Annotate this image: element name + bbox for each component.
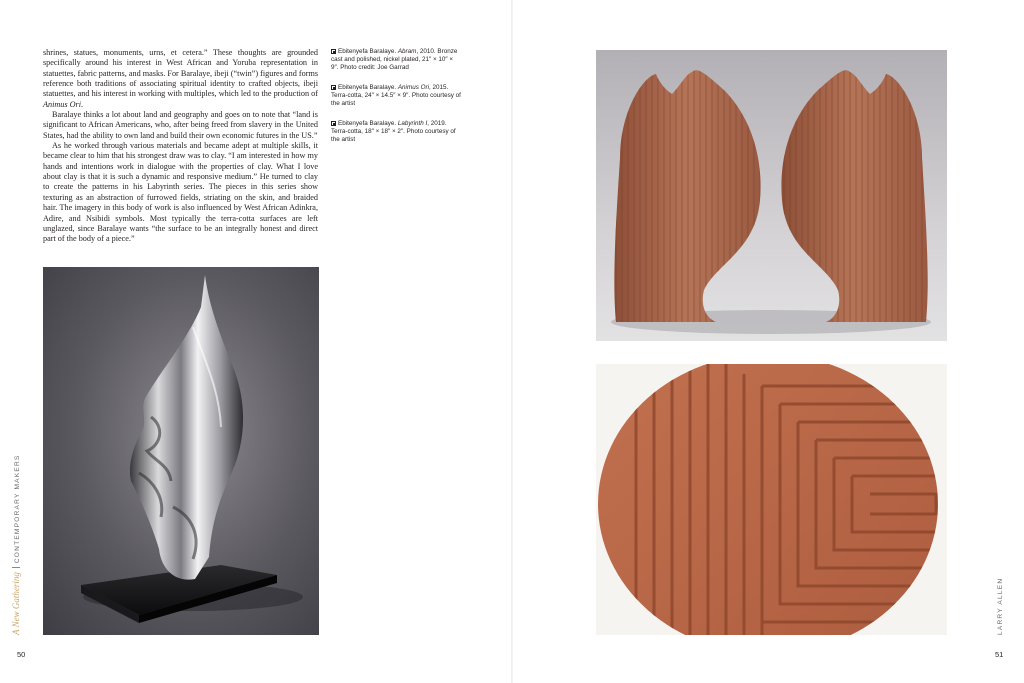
caption-animus-ori: Ebitenyefa Baralaye. Animus Ori, 2015. Terra-cotta, 24″ × 14.5″ × 9″. Photo courtesy of the artist (331, 84, 461, 107)
labyrinth-illustration (596, 364, 947, 635)
photo-animus-ori (596, 50, 947, 341)
running-head-divider (12, 567, 20, 568)
page-number-left: 50 (17, 650, 26, 659)
artwork-title: Animus Ori (43, 99, 81, 109)
square-up-marker-icon (331, 85, 336, 90)
running-head-left (11, 454, 21, 635)
caption-labyrinth: Ebitenyefa Baralaye. Labyrinth I, 2019. Terra-cotta, 18″ × 18″ × 2″. Photo courtesy of the artist (331, 120, 456, 143)
square-down-marker-icon (331, 121, 336, 126)
abram-illustration (43, 267, 319, 635)
paragraph-3: As he worked through various materials and became adept at multiple skills, it became clear to him that his strongest draw was to clay. “I am interested in how my hands and intentions work in dialogue with the properties of clay. What I love about clay is that it is such a dynamic and responsive medium.” He turned to clay to create the patterns in his Labyrinth series. The pieces in this series show texturing as an abstraction of furrowed fields, striating on the skin, and braided hair. The imagery in this body of work is also influenced by West African Adinkra, Adire, and Nsibidi symbols. Most typically the terra-cotta surfaces are left unglazed, since Baralaye wants “the surface to be an integrally honest and direct part of the body of a piece.” (43, 141, 318, 244)
series-title: A New Gathering (11, 572, 21, 635)
running-head-right: LARRY ALLEN (997, 577, 1004, 635)
section-name: CONTEMPORARY MAKERS (14, 454, 21, 564)
paragraph-2: Baralaye thinks a lot about land and geography and goes on to note that “land is significant to African Americans, who, after being freed from slavery in the United States, had the ability to own land and build their own economic futures in the US.” (43, 110, 318, 140)
captions (331, 48, 461, 156)
animus-ori-illustration (596, 50, 947, 341)
photo-labyrinth (596, 364, 947, 635)
square-left-marker-icon (331, 49, 336, 54)
caption-abram: Ebitenyefa Baralaye. Abram, 2010. Bronze cast and polished, nickel plated, 21″ × 10″ × 9″. Photo credit: Joe Garrad (331, 48, 458, 71)
spread-gutter (511, 0, 513, 683)
photo-abram-sculpture (43, 267, 319, 635)
article-body (43, 48, 318, 245)
paragraph-1: shrines, statues, monuments, urns, et cetera.” These thoughts are grounded specifically around his interest in West African and Yoruba representation in statuettes, fabric patterns, and masks. For Baralaye, ibeji (“twin”) figures and forms reference both traditions of associating spiritual identity to crafted objects, ibeji statuettes, and his interest in working with multiples, which led to the production of Animus Ori. (43, 48, 318, 109)
page-number-right: 51 (995, 650, 1004, 659)
